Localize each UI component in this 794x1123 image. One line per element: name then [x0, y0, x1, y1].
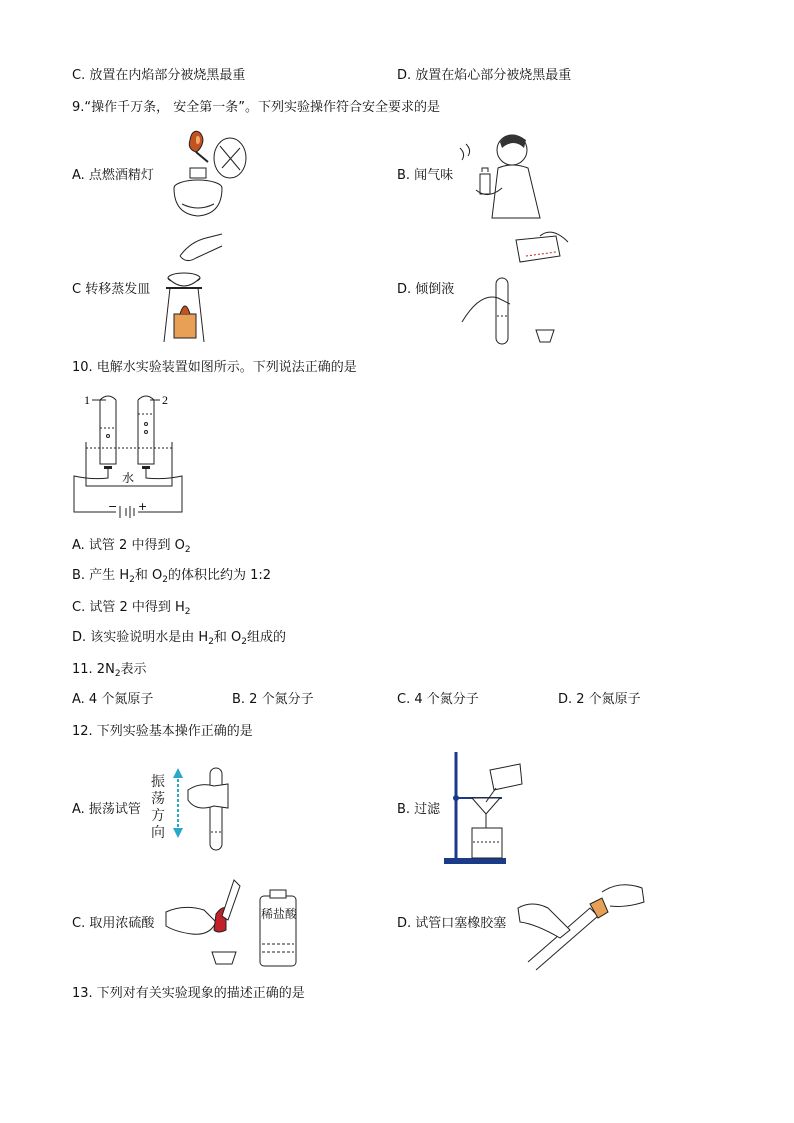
q11-option-d: D. 2 个氮原子 — [558, 692, 641, 707]
q8-option-c: C. 放置在内焰部分被烧黑最重 — [72, 68, 246, 83]
q10-option-a: A. 试管 2 中得到 $O_2$ — [72, 538, 191, 555]
alcohol-lamp-lighting-figure — [160, 128, 250, 220]
acid-bottle-label: 稀盐酸 — [261, 907, 298, 921]
pour-liquid-figure — [460, 232, 570, 348]
q13-stem: 13. 下列对有关实验现象的描述正确的是 — [72, 986, 305, 1001]
q11-option-b: B. 2 个氮分子 — [232, 692, 314, 707]
q10-option-c: C. 试管 2 中得到 $H_2$ — [72, 600, 191, 617]
q12-option-a: A. 振荡试管 — [72, 802, 141, 817]
q11-option-c: C. 4 个氮分子 — [397, 692, 479, 707]
tube2-label: 2 — [162, 393, 168, 407]
shake-test-tube-figure — [170, 766, 236, 854]
insert-rubber-stopper-figure — [516, 878, 648, 970]
q10-stem: 10. 电解水实验装置如图所示。下列说法正确的是 — [72, 360, 357, 375]
child-smelling-gas-figure — [458, 128, 550, 220]
q10-option-d: D. 该实验说明水是由 $H_2$和 $O_2$组成的 — [72, 630, 287, 647]
tube1-label: 1 — [84, 393, 90, 407]
shake-direction-label: 振 荡 方 向 — [151, 774, 165, 841]
q9-option-c: C 转移蒸发皿 — [72, 282, 151, 297]
take-concentrated-acid-figure — [164, 878, 300, 970]
q9-option-d: D. 倾倒液 — [397, 282, 455, 297]
q9-option-b: B. 闻气味 — [397, 168, 454, 183]
water-electrolysis-apparatus-figure — [72, 390, 190, 522]
q11-stem: 11. $2N_2$表示 — [72, 662, 147, 679]
q8-option-d: D. 放置在焰心部分被烧黑最重 — [397, 68, 572, 83]
q12-stem: 12. 下列实验基本操作正确的是 — [72, 724, 253, 739]
minus-sign: − — [108, 500, 118, 513]
transfer-evaporating-dish-figure — [160, 232, 230, 344]
filtration-setup-figure — [442, 748, 524, 866]
q12-option-b: B. 过滤 — [397, 802, 441, 817]
q10-option-b: B. 产生 $H_2$和 $O_2$的体积比约为 1:2 — [72, 568, 271, 585]
q9-option-a: A. 点燃酒精灯 — [72, 168, 154, 183]
q9-stem: 9.“操作千万条， 安全第一条”。下列实验操作符合安全要求的是 — [72, 100, 441, 115]
water-label: 水 — [122, 471, 135, 485]
plus-sign: + — [138, 500, 148, 513]
q11-option-a: A. 4 个氮原子 — [72, 692, 154, 707]
q12-option-d: D. 试管口塞橡胶塞 — [397, 916, 507, 931]
q12-option-c: C. 取用浓硫酸 — [72, 916, 155, 931]
